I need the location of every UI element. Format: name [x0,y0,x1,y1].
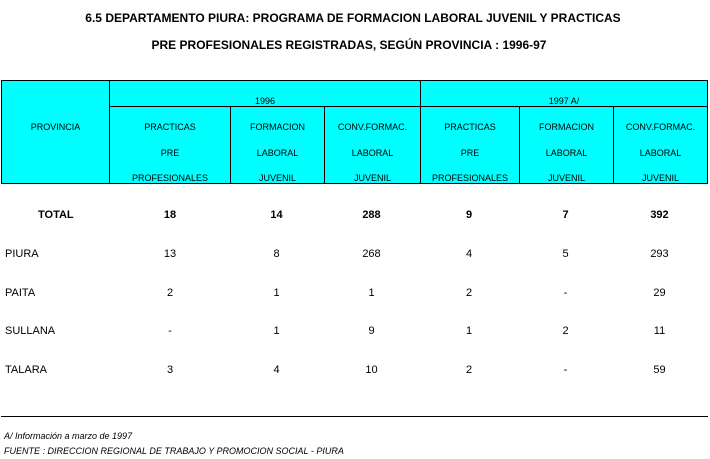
cell: 392 [650,209,669,221]
title-line-2: PRE PROFESIONALES REGISTRADAS, SEGÚN PROVINCIA : 1996-97 [151,38,547,52]
table-bottom-rule [1,416,708,417]
col3-line2: LABORAL [351,148,394,158]
col5-line1: FORMACION [539,122,594,132]
cell: 268 [362,248,381,260]
table-header [1,80,708,184]
cell: 11 [653,325,666,337]
cell: 2 [465,364,473,376]
cell: 293 [650,248,669,260]
cell: 2 [465,287,473,299]
col4-line2: PRE [460,148,480,158]
cell: 18 [163,209,177,221]
cell: 1 [465,325,473,337]
col2-line2: LABORAL [256,148,299,158]
cell: 29 [653,287,666,299]
cell: 8 [273,248,280,260]
cell: 14 [270,209,283,221]
table-row-talara [0,364,710,378]
col5-line2: LABORAL [545,148,588,158]
col6-line1: CONV.FORMAC. [625,122,696,132]
col3-line3: JUVENIL [353,173,391,183]
col4-line3: PROFESIONALES [431,173,509,183]
header-year-1996: 1996 [254,96,276,106]
col4-line1: PRACTICAS [444,122,496,132]
footnote: A/ Información a marzo de 1997 [4,431,133,441]
row-label: SULLANA [5,325,56,337]
col1-line2: PRE [160,148,180,158]
cell: 288 [362,209,381,221]
cell: 3 [166,364,174,376]
cell: - [168,325,172,337]
row-label: PIURA [5,248,39,260]
cell: 13 [163,248,177,260]
cell: 9 [465,209,473,221]
table-row-paita [0,287,710,301]
table-row-total [0,209,710,223]
table-row-piura [0,248,710,262]
cell: 2 [562,325,569,337]
table-row-sullana [0,325,710,339]
col2-line1: FORMACION [250,122,305,132]
col1-line3: PROFESIONALES [131,173,209,183]
cell: 1 [273,325,280,337]
cell: 4 [465,248,473,260]
cell: - [563,364,568,376]
header-year-1997: 1997 A/ [548,96,580,106]
cell: 5 [562,248,569,260]
col1-line1: PRACTICAS [144,122,196,132]
cell: 7 [562,209,569,221]
col6-line3: JUVENIL [641,173,679,183]
cell: 1 [273,287,280,299]
cell: 4 [273,364,280,376]
cell: 9 [368,325,375,337]
row-label: TOTAL [38,209,74,221]
title-line-1: 6.5 DEPARTAMENTO PIURA: PROGRAMA DE FORMACION LABORAL JUVENIL Y PRACTICAS [85,11,621,25]
row-label: PAITA [5,287,36,299]
col2-line3: JUVENIL [258,173,296,183]
source-note: FUENTE : DIRECCION REGIONAL DE TRABAJO Y PROMOCION SOCIAL - PIURA [4,446,344,456]
col3-line1: CONV.FORMAC. [337,122,408,132]
header-provincia: PROVINCIA [30,122,81,132]
row-label: TALARA [5,364,47,376]
cell: 1 [368,287,375,299]
cell: 2 [166,287,174,299]
cell: - [563,287,568,299]
col5-line3: JUVENIL [547,173,585,183]
cell: 59 [653,364,666,376]
col6-line2: LABORAL [639,148,682,158]
cell: 10 [365,364,378,376]
